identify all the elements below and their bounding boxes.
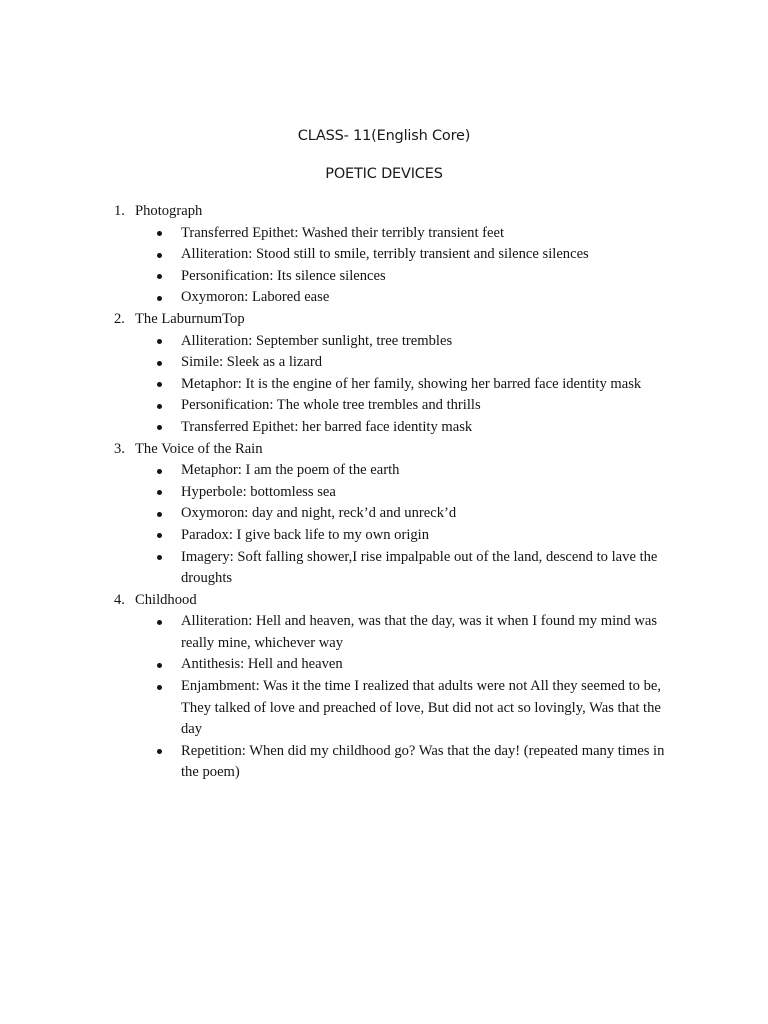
class-title: CLASS- 11(English Core) <box>297 128 471 144</box>
list-item-text: Repetition: When did my childhood go? Was that the day! (repeated many times in the poem) <box>181 742 665 781</box>
list-item-text: Enjambment: Was it the time I realized that adults were not All they seemed to be, They talked of love and preached of love, But did not act so lovingly, Was that the day <box>181 678 662 738</box>
list-item <box>0 244 673 266</box>
list-item <box>0 352 673 374</box>
section-number: 3. <box>114 440 125 457</box>
bullet-icon <box>157 490 162 495</box>
list-item <box>0 223 673 245</box>
list-item-text: Transferred Epithet: Washed their terribly transient feet <box>181 224 505 241</box>
bullet-icon <box>157 533 162 538</box>
bullet-icon <box>157 361 162 366</box>
section-number: 1. <box>114 203 125 219</box>
list-item-text: Metaphor: I am the poem of the earth <box>181 462 400 479</box>
list-item <box>0 331 673 353</box>
bullet-icon <box>157 339 162 344</box>
list-item-text: Personification: Its silence silences <box>181 267 386 284</box>
section-title: Childhood <box>135 591 197 608</box>
list-item <box>0 676 673 741</box>
list-item <box>0 460 673 482</box>
poem-device-list <box>0 201 768 784</box>
poetic-devices-title: POETIC DEVICES <box>325 166 443 182</box>
section-childhood <box>0 590 768 784</box>
list-item <box>0 417 673 439</box>
section-heading <box>0 309 768 331</box>
bullet-icon <box>157 382 162 387</box>
list-item <box>0 547 673 590</box>
list-item <box>0 266 673 288</box>
section-number: 4. <box>114 591 125 608</box>
bullet-icon <box>157 555 162 560</box>
bullet-icon <box>157 425 162 430</box>
bullet-icon <box>157 404 162 409</box>
bullet-icon <box>157 663 162 668</box>
section-laburnum-top <box>0 309 768 439</box>
list-item-text: Antithesis: Hell and heaven <box>181 656 343 673</box>
section-heading <box>0 590 768 612</box>
list-item-text: Alliteration: Stood still to smile, terribly transient and silence silences <box>181 246 589 263</box>
section-photograph <box>0 201 768 309</box>
list-item <box>0 611 673 654</box>
bullet-icon <box>157 469 162 474</box>
list-item-text: Personification: The whole tree trembles and thrills <box>181 397 481 414</box>
bullet-icon <box>157 512 162 517</box>
list-item-text: Simile: Sleek as a lizard <box>181 354 323 371</box>
list-item <box>0 503 673 525</box>
list-item-text: Alliteration: September sunlight, tree trembles <box>181 332 453 349</box>
list-item <box>0 482 673 504</box>
bullet-icon <box>157 253 162 258</box>
list-item <box>0 395 673 417</box>
list-item <box>0 287 673 309</box>
list-item-text: Metaphor: It is the engine of her family, showing her barred face identity mask <box>181 375 642 392</box>
section-voice-of-the-rain <box>0 439 768 590</box>
bullet-icon <box>157 685 162 690</box>
list-item-text: Oxymoron: Labored ease <box>181 289 330 306</box>
list-item <box>0 741 673 784</box>
section-heading <box>0 201 768 223</box>
bullet-icon <box>157 274 162 279</box>
list-item-text: Hyperbole: bottomless sea <box>181 483 336 500</box>
list-item <box>0 525 673 547</box>
section-title: The LaburnumTop <box>135 310 245 327</box>
list-item-text: Alliteration: Hell and heaven, was that the day, was it when I found my mind was really mine, whichever way <box>181 613 658 651</box>
list-item-text: Transferred Epithet: her barred face identity mask <box>181 418 473 435</box>
section-title: The Voice of the Rain <box>135 440 263 457</box>
section-title: Photograph <box>135 203 203 219</box>
bullet-icon <box>157 231 162 236</box>
list-item-text: Paradox: I give back life to my own origin <box>181 526 430 543</box>
section-heading <box>0 439 768 461</box>
bullet-icon <box>157 749 162 754</box>
bullet-icon <box>157 296 162 301</box>
bullet-icon <box>157 620 162 625</box>
list-item <box>0 374 673 396</box>
list-item <box>0 654 673 676</box>
list-item-text: Oxymoron: day and night, reck’d and unreck’d <box>181 505 457 522</box>
section-number: 2. <box>114 310 125 327</box>
list-item-text: Imagery: Soft falling shower,I rise impalpable out of the land, descend to lave the droughts <box>181 548 658 587</box>
